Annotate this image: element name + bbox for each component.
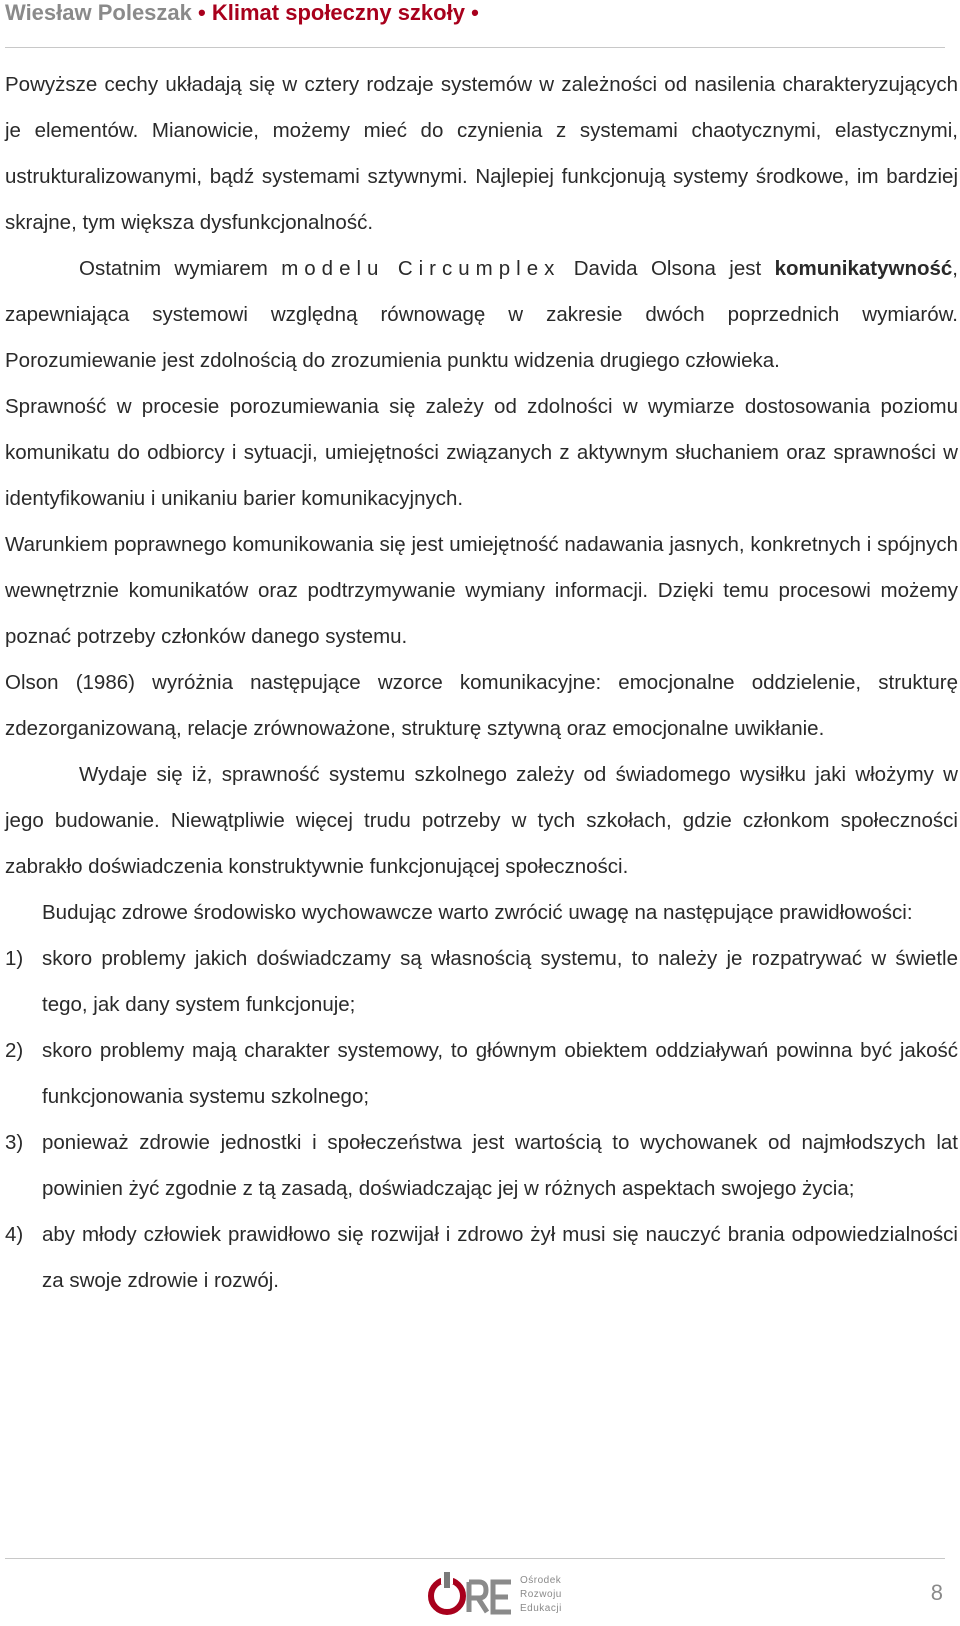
list-number: 2) bbox=[5, 1039, 24, 1062]
list-text: skoro problemy mają charakter systemowy, to głównym obiektem oddziaływań powinna być jakość funkcjonowania systemu szkolnego; bbox=[42, 1039, 958, 1108]
header-trailing-dot: • bbox=[471, 0, 479, 25]
list-item bbox=[5, 1212, 958, 1304]
logo-line-2: Rozwoju bbox=[520, 1589, 562, 1600]
p2-intro: Ostatnim wymiarem bbox=[79, 257, 268, 280]
ore-logo-text bbox=[520, 1574, 562, 1616]
header-separator: • bbox=[198, 0, 206, 25]
regularities-list bbox=[5, 936, 958, 1304]
paragraph-condition: Warunkiem poprawnego komunikowania się jest umiejętność nadawania jasnych, konkretnych i spójnych wewnętrznie komunikatów oraz podtrzymywanie wymiany informacji. Dzięki temu procesowi możemy poznać potrzeby członków danego systemu. bbox=[5, 533, 958, 648]
header-divider bbox=[5, 47, 945, 48]
logo-line-3: Edukacji bbox=[520, 1603, 562, 1614]
list-text: ponieważ zdrowie jednostki i społeczeństwa jest wartością to wychowanek od najmłodszych lat powinien żyć zgodnie z tą zasadą, doświadczając jej w różnych aspektach swojego życia; bbox=[42, 1131, 958, 1200]
list-number: 1) bbox=[5, 947, 24, 970]
p2-rest: , zapewniająca systemowi względną równowagę w zakresie dwóch poprzednich wymiarów. Porozumiewanie jest zdolnością do zrozumienia punktu widzenia drugiego człowieka. bbox=[5, 257, 958, 372]
logo-line-1: Ośrodek bbox=[520, 1575, 562, 1586]
list-item bbox=[5, 936, 958, 1028]
list-item bbox=[5, 1120, 958, 1212]
paragraph-efficiency: Sprawność w procesie porozumiewania się zależy od zdolności w wymiarze dostosowania poziomu komunikatu do odbiorcy i sytuacji, umiejętności związanych z aktywnym słuchaniem oraz sprawności w identyfikowaniu i unikaniu barier komunikacyjnych. bbox=[5, 395, 958, 510]
paragraph-regularities: Budując zdrowe środowisko wychowawcze warto zwrócić uwagę na następujące prawidłowości: bbox=[42, 901, 913, 924]
paragraph-systems: Powyższe cechy układają się w cztery rodzaje systemów w zależności od nasilenia charakteryzujących je elementów. Mianowicie, możemy mieć do czynienia z systemami chaotycznymi, elastycznymi, ustrukturalizowanymi, bądź systemami sztywnymi. Najlepiej funkcjonują systemy środkowe, im bardziej skrajne, tym większa dysfunkcjonalność. bbox=[5, 73, 958, 234]
page-number: 8 bbox=[930, 1580, 943, 1605]
p2-model: modelu bbox=[281, 257, 385, 280]
p2-olson: Davida Olsona jest bbox=[573, 257, 762, 280]
header-author: Wiesław Poleszak bbox=[5, 0, 192, 25]
header-title: Klimat społeczny szkoły bbox=[211, 0, 465, 25]
list-item bbox=[5, 1028, 958, 1120]
ore-logo bbox=[425, 1572, 575, 1622]
paragraph-communication-model bbox=[5, 246, 958, 384]
document-body bbox=[5, 62, 958, 1304]
p2-bold-term: komunikatywność bbox=[774, 257, 953, 280]
paragraph-patterns: Olson (1986) wyróżnia następujące wzorce komunikacyjne: emocjonalne oddzielenie, strukturę zdezorganizowaną, relacje zrównoważone, strukturę sztywną oraz emocjonalne uwikłanie. bbox=[5, 671, 958, 740]
list-text: skoro problemy jakich doświadczamy są własnością systemu, to należy je rozpatrywać w świetle tego, jak dany system funkcjonuje; bbox=[42, 947, 958, 1016]
p2-circumplex: Circumplex bbox=[397, 257, 561, 280]
paragraph-school-system: Wydaje się iż, sprawność systemu szkolnego zależy od świadomego wysiłku jaki włożymy w jego budowanie. Niewątpliwie więcej trudu potrzeby w tych szkołach, gdzie członkom społeczności zabrakło doświadczenia konstruktywnie funkcjonującej społeczności. bbox=[5, 763, 958, 878]
ore-logo-mark bbox=[425, 1572, 515, 1622]
header-text bbox=[5, 0, 479, 26]
list-text: aby młody człowiek prawidłowo się rozwijał i zdrowo żył musi się nauczyć brania odpowiedzialności za swoje zdrowie i rozwój. bbox=[42, 1223, 958, 1292]
list-number: 3) bbox=[5, 1131, 24, 1154]
footer-divider bbox=[5, 1558, 945, 1559]
list-number: 4) bbox=[5, 1223, 24, 1246]
page-header bbox=[5, 0, 945, 48]
